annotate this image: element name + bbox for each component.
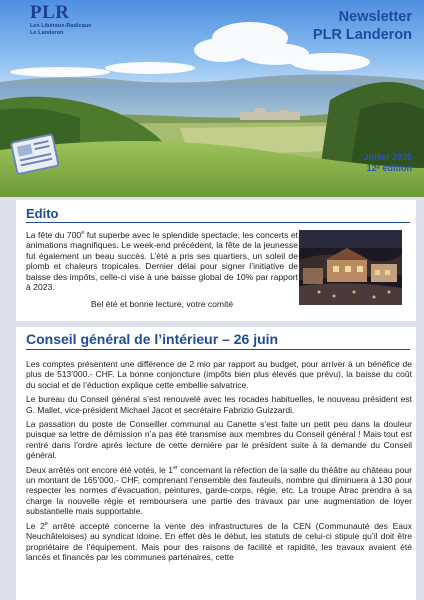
conseil-superscript: er xyxy=(172,464,178,471)
edito-text-part: La fête du 700 xyxy=(26,230,82,240)
conseil-text-part: Deux arrêtés ont encore été votés, le 1 xyxy=(26,464,173,475)
conseil-text-part: concernant la réfection de la salle du théâtre au château pour un montant de 165’000.- CHF, comprenant l’ensemble des fauteuils, nombre qui diminuera à 130 pour respecter les normes d’évacuation, peintures, garde-corps, régie, etc. La troupe Atrac prendra à sa charge la nouvelle régie et remboursera une partie des travaux par une augmentation de loyer substantielle mais supportable. xyxy=(26,464,412,517)
edito-heading: Edito xyxy=(26,206,59,221)
logo-text: PLR xyxy=(30,2,70,23)
conseil-text-part: Le 2 xyxy=(26,520,45,531)
logo-line-2: Le Landeron xyxy=(30,30,64,36)
conseil-general-section xyxy=(16,327,416,600)
newsletter-title-line-2: PLR Landeron xyxy=(312,27,412,43)
conseil-paragraph-2: Le bureau du Conseil général s’est renouvelé avec les rocades habituelles, le nouveau président est G. Mallet, vice-président Michael Jacot et secrétaire Fabrizio Guizzardi. xyxy=(26,394,412,415)
edition-number: 12ᵉ édition xyxy=(366,163,412,173)
newsletter-title-line-1: Newsletter xyxy=(338,9,412,25)
edition-date: Juillet 2025 xyxy=(363,152,412,162)
plr-logo xyxy=(30,3,91,37)
conseil-heading: Conseil général de l’intérieur – 26 juin xyxy=(26,331,279,347)
conseil-superscript: e xyxy=(44,520,48,527)
conseil-divider xyxy=(26,349,410,350)
edito-superscript: e xyxy=(81,230,85,237)
edito-section xyxy=(16,200,416,321)
edito-divider xyxy=(26,222,410,223)
conseil-paragraph-4 xyxy=(26,465,412,517)
newsletter-title xyxy=(313,8,412,44)
conseil-body xyxy=(26,359,412,566)
newspaper-icon xyxy=(8,130,64,180)
conseil-paragraph-3: La passation du poste de Conseiller communal au Canette s’est faite un petit peu dans la douleur puisque sa lettre de démission n’a pas été transmise aux membres du Conseil général ! Mais tout est rentré dans l’ordre après lecture de cette dernière par le président suite à la demande du Conseil général. xyxy=(26,419,412,461)
conseil-paragraph-1: Les comptes présentent une différence de 2 mio par rapport au budget, pour arriver à un bénéfice de plus de 513’000.- CHF. La bonne conjoncture (impôts bien plus élevés que prévu), la baisse du coût du social et de l’éduction explique cette embellie salvatrice. xyxy=(26,359,412,390)
edito-text-part: fut superbe avec le splendide spectacle, les concerts et animations magnifiques. Le week-end précédent, la fête de la jeunesse fut également un beau succès. L’été a pris ses quartiers, un soleil de plomb et chaleurs tropicales. Dernier délai pour signer l’initiative de baisse des impôts, celle-ci vise à une baisse global de 10% par rapport à 2023. xyxy=(26,230,298,293)
edito-sign-off: Bel été et bonne lecture, votre comité xyxy=(90,299,234,309)
hero-banner xyxy=(0,0,424,197)
edition-info xyxy=(363,152,412,174)
conseil-paragraph-5 xyxy=(26,521,412,563)
logo-line-1: Les Libéraux-Radicaux xyxy=(30,23,92,29)
festival-photo xyxy=(299,230,402,305)
conseil-text-part: arrêté accepté concerne la vente des infrastructures de la CEN (Communauté des Eaux Neuchâteloises) au syndicat idoine. En effet dès le début, les statuts de celui-ci stipule qu’il doit être propriétaire de l’équipement. Mais pour des raisons de facilité et rapidité, les travaux avaient été lancés et financés par les communes partenaires, cette xyxy=(26,520,412,562)
edito-paragraph xyxy=(26,230,298,292)
